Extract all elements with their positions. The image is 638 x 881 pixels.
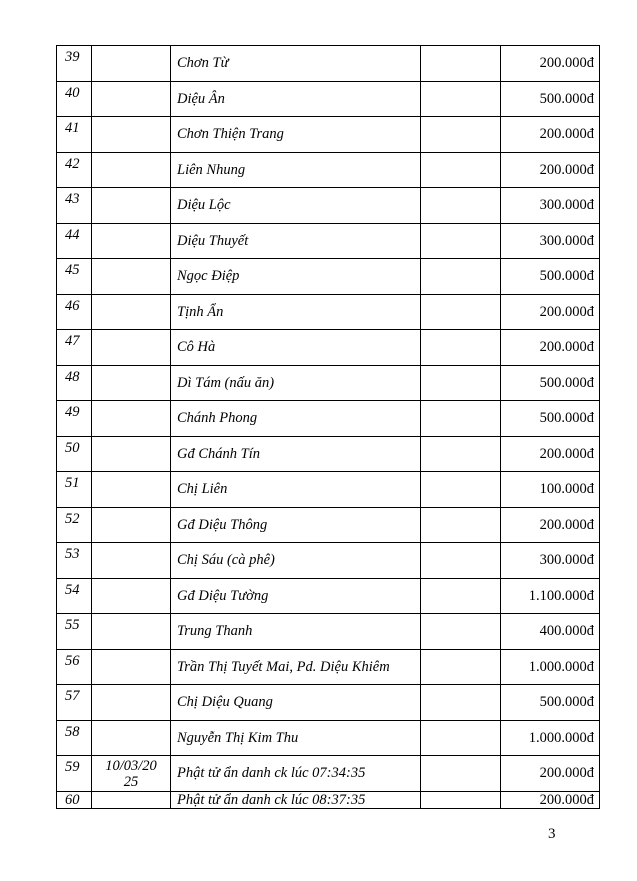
date-line-2: 25	[123, 774, 139, 790]
donor-name-cell: Chị Sáu (cà phê)	[171, 543, 421, 579]
empty-cell	[421, 543, 501, 579]
date-cell	[92, 507, 171, 543]
date-cell	[92, 81, 171, 117]
empty-cell	[421, 791, 501, 808]
donor-name-cell: Diệu Thuyết	[171, 223, 421, 259]
row-number-cell: 55	[57, 614, 92, 650]
donor-name-cell: Dì Tám (nấu ăn)	[171, 365, 421, 401]
date-cell	[92, 756, 171, 792]
donor-name-cell: Ngọc Điệp	[171, 259, 421, 295]
donor-name-cell: Phật tử ẩn danh ck lúc 08:37:35	[171, 791, 421, 808]
table-row	[57, 507, 600, 543]
amount-cell: 500.000đ	[501, 259, 600, 295]
empty-cell	[421, 81, 501, 117]
row-number-cell: 53	[57, 543, 92, 579]
empty-cell	[421, 756, 501, 792]
empty-cell	[421, 649, 501, 685]
table-row	[57, 401, 600, 437]
table-row	[57, 472, 600, 508]
date-cell	[92, 152, 171, 188]
table-row	[57, 614, 600, 650]
date-cell	[92, 46, 171, 82]
date-cell	[92, 188, 171, 224]
empty-cell	[421, 614, 501, 650]
empty-cell	[421, 578, 501, 614]
table-row	[57, 365, 600, 401]
donor-name-cell: Chị Liên	[171, 472, 421, 508]
amount-cell: 200.000đ	[501, 330, 600, 366]
donor-name-cell: Gđ Diệu Thông	[171, 507, 421, 543]
amount-cell: 200.000đ	[501, 117, 600, 153]
amount-cell: 200.000đ	[501, 436, 600, 472]
row-number-cell: 42	[57, 152, 92, 188]
row-number-cell: 40	[57, 81, 92, 117]
amount-cell: 300.000đ	[501, 543, 600, 579]
donor-name-cell: Trung Thanh	[171, 614, 421, 650]
donation-table-body	[57, 46, 600, 809]
empty-cell	[421, 472, 501, 508]
date-cell	[92, 791, 171, 808]
empty-cell	[421, 117, 501, 153]
date-cell	[92, 365, 171, 401]
row-number-cell: 59	[57, 756, 92, 792]
empty-cell	[421, 152, 501, 188]
empty-cell	[421, 223, 501, 259]
table-row	[57, 223, 600, 259]
table-row	[57, 46, 600, 82]
table-row	[57, 720, 600, 756]
donor-name-cell: Trần Thị Tuyết Mai, Pd. Diệu Khiêm	[171, 649, 421, 685]
date-cell	[92, 472, 171, 508]
date-cell	[92, 436, 171, 472]
empty-cell	[421, 46, 501, 82]
empty-cell	[421, 685, 501, 721]
donor-name-cell: Phật tử ẩn danh ck lúc 07:34:35	[171, 756, 421, 792]
row-number-cell: 46	[57, 294, 92, 330]
empty-cell	[421, 259, 501, 295]
donation-table	[56, 45, 600, 809]
date-cell	[92, 685, 171, 721]
table-row	[57, 81, 600, 117]
table-row	[57, 259, 600, 295]
amount-cell: 300.000đ	[501, 223, 600, 259]
amount-cell: 200.000đ	[501, 294, 600, 330]
amount-cell: 300.000đ	[501, 188, 600, 224]
row-number-cell: 47	[57, 330, 92, 366]
date-cell	[92, 720, 171, 756]
table-row	[57, 294, 600, 330]
date-cell	[92, 294, 171, 330]
empty-cell	[421, 401, 501, 437]
empty-cell	[421, 294, 501, 330]
table-row	[57, 330, 600, 366]
date-cell	[92, 649, 171, 685]
amount-cell: 200.000đ	[501, 46, 600, 82]
row-number-cell: 45	[57, 259, 92, 295]
row-number-cell: 49	[57, 401, 92, 437]
empty-cell	[421, 720, 501, 756]
empty-cell	[421, 330, 501, 366]
date-line-1: 10/03/20	[105, 758, 157, 774]
table-row	[57, 543, 600, 579]
donor-name-cell: Liên Nhung	[171, 152, 421, 188]
date-cell	[92, 543, 171, 579]
donor-name-cell: Chơn Thiện Trang	[171, 117, 421, 153]
amount-cell: 200.000đ	[501, 507, 600, 543]
date-cell	[92, 259, 171, 295]
table-row	[57, 117, 600, 153]
date-cell	[92, 223, 171, 259]
donor-name-cell: Cô Hà	[171, 330, 421, 366]
row-number-cell: 54	[57, 578, 92, 614]
amount-cell: 400.000đ	[501, 614, 600, 650]
table-row	[57, 578, 600, 614]
empty-cell	[421, 436, 501, 472]
donor-name-cell: Diệu Ân	[171, 81, 421, 117]
row-number-cell: 48	[57, 365, 92, 401]
amount-cell: 1.000.000đ	[501, 649, 600, 685]
row-number-cell: 41	[57, 117, 92, 153]
donor-name-cell: Chánh Phong	[171, 401, 421, 437]
donor-name-cell: Tịnh Ẩn	[171, 294, 421, 330]
amount-cell: 100.000đ	[501, 472, 600, 508]
donor-name-cell: Chơn Từ	[171, 46, 421, 82]
date-cell	[92, 401, 171, 437]
empty-cell	[421, 365, 501, 401]
row-number-cell: 58	[57, 720, 92, 756]
empty-cell	[421, 188, 501, 224]
date-cell	[92, 578, 171, 614]
page-number: 3	[548, 826, 556, 842]
row-number-cell: 60	[57, 791, 92, 808]
donor-name-cell: Diệu Lộc	[171, 188, 421, 224]
row-number-cell: 56	[57, 649, 92, 685]
row-number-cell: 57	[57, 685, 92, 721]
row-number-cell: 51	[57, 472, 92, 508]
table-row	[57, 152, 600, 188]
date-cell	[92, 614, 171, 650]
donor-name-cell: Nguyễn Thị Kim Thu	[171, 720, 421, 756]
amount-cell: 200.000đ	[501, 756, 600, 792]
table-row	[57, 756, 600, 792]
table-row	[57, 791, 600, 808]
donor-name-cell: Chị Diệu Quang	[171, 685, 421, 721]
row-number-cell: 50	[57, 436, 92, 472]
row-number-cell: 43	[57, 188, 92, 224]
date-cell	[92, 117, 171, 153]
amount-cell: 500.000đ	[501, 365, 600, 401]
donor-name-cell: Gđ Diệu Tường	[171, 578, 421, 614]
donor-name-cell: Gđ Chánh Tín	[171, 436, 421, 472]
table-row	[57, 188, 600, 224]
row-number-cell: 52	[57, 507, 92, 543]
date-cell	[92, 330, 171, 366]
row-number-cell: 44	[57, 223, 92, 259]
table-row	[57, 649, 600, 685]
amount-cell: 1.100.000đ	[501, 578, 600, 614]
empty-cell	[421, 507, 501, 543]
amount-cell: 500.000đ	[501, 685, 600, 721]
table-row	[57, 436, 600, 472]
amount-cell: 500.000đ	[501, 81, 600, 117]
table-row	[57, 685, 600, 721]
row-number-cell: 39	[57, 46, 92, 82]
amount-cell: 1.000.000đ	[501, 720, 600, 756]
amount-cell: 200.000đ	[501, 791, 600, 808]
amount-cell: 200.000đ	[501, 152, 600, 188]
amount-cell: 500.000đ	[501, 401, 600, 437]
